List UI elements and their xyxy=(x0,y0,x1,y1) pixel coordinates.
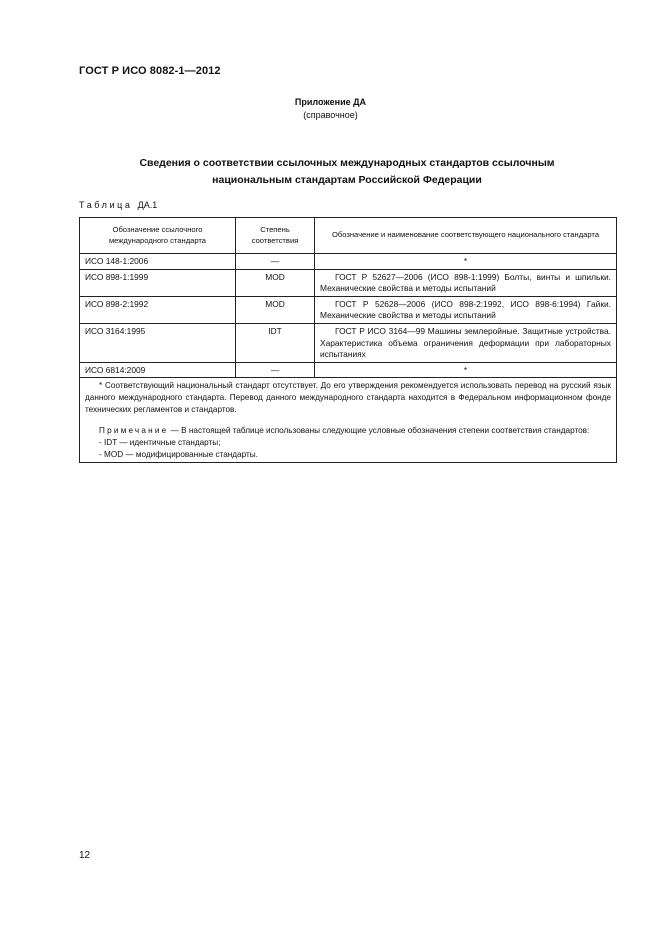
page-number: 12 xyxy=(79,850,91,861)
cell-degree: MOD xyxy=(236,296,315,323)
cell-intl-standard: ИСО 148-1:2006 xyxy=(80,254,236,270)
column-header-intl: Обозначение ссылочного международного стандарта xyxy=(80,218,236,254)
column-header-national: Обозначение и наименование соответствующего национального стандарта xyxy=(315,218,617,254)
table-row xyxy=(80,362,617,378)
appendix-subtitle: (справочное) xyxy=(303,110,358,120)
table-note xyxy=(85,425,611,437)
table-caption xyxy=(79,200,157,210)
table-row xyxy=(80,296,617,323)
appendix-header xyxy=(0,96,661,122)
column-header-degree: Степень соответствия xyxy=(236,218,315,254)
note-text: — В настоящей таблице использованы следующие условные обозначения степени соответствия стандартов: xyxy=(168,426,590,436)
table-notes xyxy=(80,378,617,463)
cell-degree: — xyxy=(236,362,315,378)
table-row xyxy=(80,254,617,270)
table-caption-word: Таблица xyxy=(79,200,133,210)
cell-national-standard: * xyxy=(315,362,617,378)
cell-national-standard: ГОСТ Р ИСО 3164—99 Машины землеройные. Защитные устройства. Характеристика объема ограничения деформации при лабораторных испытаниях xyxy=(315,323,617,362)
cell-national-standard: ГОСТ Р 52627—2006 (ИСО 898-1:1999) Болты, винты и шпильки. Механические свойства и методы испытаний xyxy=(315,269,617,296)
cell-national-standard: * xyxy=(315,254,617,270)
cell-degree: — xyxy=(236,254,315,270)
table-row xyxy=(80,323,617,362)
cell-intl-standard: ИСО 898-2:1992 xyxy=(80,296,236,323)
note-label: Примечание xyxy=(99,426,169,436)
heading-line-2: национальным стандартам Российской Федерации xyxy=(212,174,482,186)
cell-degree: IDT xyxy=(236,323,315,362)
cell-degree: MOD xyxy=(236,269,315,296)
note-list-item: - IDT — идентичные стандарты; xyxy=(99,438,221,448)
section-heading xyxy=(0,155,661,189)
cell-intl-standard: ИСО 898-1:1999 xyxy=(80,269,236,296)
cell-national-standard: ГОСТ Р 52628—2006 (ИСО 898-2:1992, ИСО 898-6:1994) Гайки. Механические свойства и методы испытаний xyxy=(315,296,617,323)
document-code: ГОСТ Р ИСО 8082-1—2012 xyxy=(79,65,221,77)
table-caption-number: ДА.1 xyxy=(137,200,158,210)
note-list-item: - MOD — модифицированные стандарты. xyxy=(99,450,258,460)
correspondence-table xyxy=(79,217,617,463)
table-notes-row xyxy=(80,378,617,463)
table-footnote: * Соответствующий национальный стандарт отсутствует. До его утверждения рекомендуется использовать перевод на русский язык данного международного стандарта. Перевод данного международного стандарта находится в Федеральном информационном фонде технических регламентов и стандартов. xyxy=(85,381,611,415)
cell-intl-standard: ИСО 3164:1995 xyxy=(80,323,236,362)
table-row xyxy=(80,269,617,296)
cell-intl-standard: ИСО 6814:2009 xyxy=(80,362,236,378)
table-header-row xyxy=(80,218,617,254)
heading-line-1: Сведения о соответствии ссылочных международных стандартов ссылочным xyxy=(139,157,555,169)
appendix-title: Приложение ДА xyxy=(294,97,367,107)
